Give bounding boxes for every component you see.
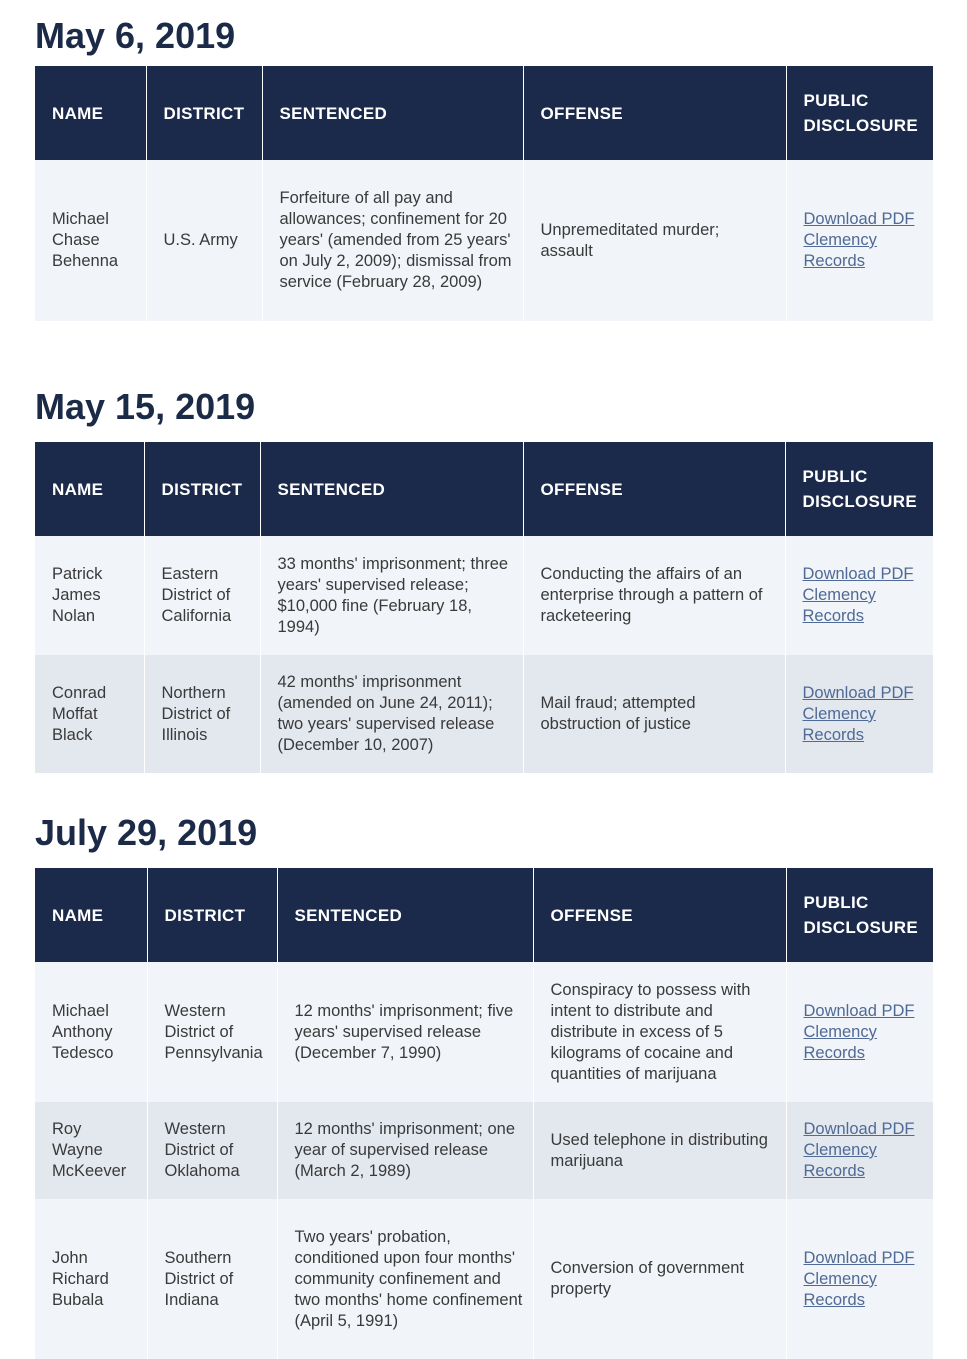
cell-name: Michael Anthony Tedesco xyxy=(35,962,147,1102)
column-header-sentenced: SENTENCED xyxy=(260,442,523,536)
column-header-district: DISTRICT xyxy=(147,868,277,962)
cell-offense: Conversion of government property xyxy=(533,1199,786,1359)
cell-name: Conrad Moffat Black xyxy=(35,655,144,773)
download-pdf-link[interactable]: Download PDF Clemency Records xyxy=(803,210,915,270)
cell-sentenced: 12 months' imprisonment; one year of supervised release (March 2, 1989) xyxy=(277,1102,533,1199)
download-pdf-link[interactable]: Download PDF Clemency Records xyxy=(803,1001,915,1062)
cell-sentenced: 33 months' imprisonment; three years' supervised release; $10,000 fine (February 18, 1994) xyxy=(260,536,523,655)
table-row xyxy=(35,536,933,655)
cell-disclosure xyxy=(785,655,933,773)
table-row xyxy=(35,1102,933,1199)
cell-sentenced: 12 months' imprisonment; five years' supervised release (December 7, 1990) xyxy=(277,962,533,1102)
download-pdf-link[interactable]: Download PDF Clemency Records xyxy=(803,1120,915,1180)
table-header-row xyxy=(35,868,933,962)
column-header-district: DISTRICT xyxy=(144,442,260,536)
download-pdf-link[interactable]: Download PDF Clemency Records xyxy=(802,565,914,625)
table-row xyxy=(35,1199,933,1359)
cell-district: Northern District of Illinois xyxy=(144,655,260,773)
table-row xyxy=(35,962,933,1102)
column-header-offense: OFFENSE xyxy=(523,442,785,536)
section-date-heading: May 15, 2019 xyxy=(35,386,256,427)
cell-offense: Conspiracy to possess with intent to distribute and distribute in excess of 5 kilograms of cocaine and quantities of marijuana xyxy=(533,962,786,1102)
table-row xyxy=(35,160,933,321)
table-header-row xyxy=(35,66,933,160)
cell-sentenced: 42 months' imprisonment (amended on June 24, 2011); two years' supervised release (December 10, 2007) xyxy=(260,655,523,773)
cell-disclosure xyxy=(785,536,933,655)
cell-sentenced: Two years' probation, conditioned upon four months' community confinement and two months' home confinement (April 5, 1991) xyxy=(277,1199,533,1359)
column-header-public-disclosure: PUBLIC DISCLOSURE xyxy=(786,868,933,962)
clemency-table xyxy=(35,442,933,773)
cell-district: Southern District of Indiana xyxy=(147,1199,277,1359)
table-row xyxy=(35,655,933,773)
cell-district: Western District of Pennsylvania xyxy=(147,962,277,1102)
cell-district: Western District of Oklahoma xyxy=(147,1102,277,1199)
section-may-6-2019 xyxy=(35,14,933,321)
cell-district: U.S. Army xyxy=(146,160,262,321)
column-header-sentenced: SENTENCED xyxy=(262,66,523,160)
cell-name: John Richard Bubala xyxy=(35,1199,147,1359)
cell-disclosure xyxy=(786,962,933,1102)
section-date-heading: May 6, 2019 xyxy=(35,15,236,56)
section-date-heading: July 29, 2019 xyxy=(35,812,258,853)
cell-name: Michael Chase Behenna xyxy=(35,160,146,321)
column-header-public-disclosure: PUBLIC DISCLOSURE xyxy=(785,442,933,536)
column-header-offense: OFFENSE xyxy=(533,868,786,962)
clemency-table xyxy=(35,66,933,321)
cell-offense: Used telephone in distributing marijuana xyxy=(533,1102,786,1199)
cell-offense: Unpremeditated murder; assault xyxy=(523,160,786,321)
column-header-name: NAME xyxy=(35,442,144,536)
column-header-name: NAME xyxy=(35,66,146,160)
cell-offense: Mail fraud; attempted obstruction of justice xyxy=(523,655,785,773)
cell-disclosure xyxy=(786,160,933,321)
cell-disclosure xyxy=(786,1199,933,1359)
cell-name: Roy Wayne McKeever xyxy=(35,1102,147,1199)
cell-district: Eastern District of California xyxy=(144,536,260,655)
cell-offense: Conducting the affairs of an enterprise through a pattern of racketeering xyxy=(523,536,785,655)
cell-sentenced: Forfeiture of all pay and allowances; confinement for 20 years' (amended from 25 years' on July 2, 2009); dismissal from service (February 28, 2009) xyxy=(262,160,523,321)
column-header-public-disclosure: PUBLIC DISCLOSURE xyxy=(786,66,933,160)
download-pdf-link[interactable]: Download PDF Clemency Records xyxy=(803,1248,915,1309)
section-may-15-2019 xyxy=(35,385,933,773)
column-header-sentenced: SENTENCED xyxy=(277,868,533,962)
cell-name: Patrick James Nolan xyxy=(35,536,144,655)
cell-disclosure xyxy=(786,1102,933,1199)
clemency-table xyxy=(35,868,933,1359)
section-july-29-2019 xyxy=(35,811,933,1359)
download-pdf-link[interactable]: Download PDF Clemency Records xyxy=(802,683,914,744)
table-header-row xyxy=(35,442,933,536)
column-header-district: DISTRICT xyxy=(146,66,262,160)
column-header-offense: OFFENSE xyxy=(523,66,786,160)
column-header-name: NAME xyxy=(35,868,147,962)
